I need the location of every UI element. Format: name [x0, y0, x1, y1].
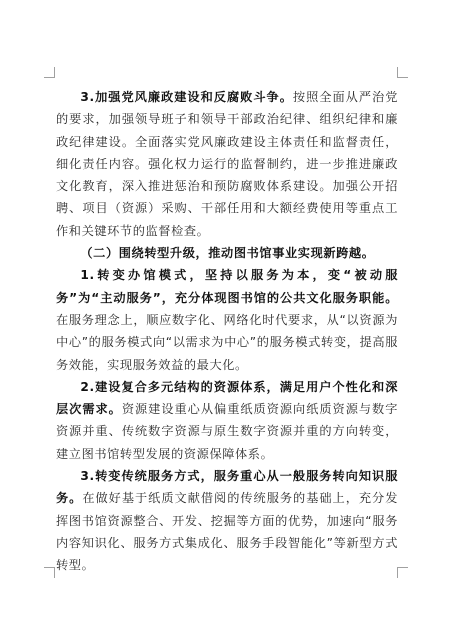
paragraph-heading: 1.转变办馆模式，坚持以服务为本，变“被动服务”为“主动服务”，充分体现图书馆的公共文化服务职能。 — [56, 268, 398, 305]
paragraph-text: 在服务理念上，顺应数字化、网络化时代要求，从“以资源为中心”的服务模式向“以需求为中心”的服务模式转变，提高服务效能，实现服务效益的最大化。 — [56, 312, 398, 372]
crop-mark-bottom-left — [44, 567, 55, 578]
paragraph-knowledge-service — [56, 465, 398, 576]
paragraph-heading: 3.转变传统服务方式，服务重心从一般服务转向知识服务。 — [56, 469, 398, 506]
section-heading-text: （二）围绕转型升级，推动图书馆事业实现新跨越。 — [80, 246, 375, 261]
crop-mark-top-left — [44, 67, 55, 78]
crop-mark-bottom-right — [397, 567, 408, 578]
paragraph-resource-system — [56, 376, 398, 465]
paragraph-heading: 3.加强党风廉政建设和反腐败斗争。 — [80, 90, 293, 104]
paragraph-heading: 2.建设复合多元结构的资源体系，满足用户个性化和深层次需求。 — [56, 379, 398, 417]
paragraph-text: 在做好基于纸质文献借阅的传统服务的基础上，充分发挥图书馆资源整合、开发、挖掘等方面的优势，加速向“服务内容知识化、服务方式集成化、服务手段智能化”等新型方式转型。 — [56, 491, 398, 573]
document-body — [56, 86, 398, 577]
paragraph-party-conduct — [56, 86, 398, 242]
section-heading-transformation — [56, 242, 398, 264]
paragraph-text: 按照全面从严治党的要求，加强领导班子和领导干部政治纪律、组织纪律和廉政纪律建设。全面落实党风廉政建设主体责任和监督责任，细化责任内容。强化权力运行的监督制约，进一步推进廉政文化教育，深入推进惩治和预防腐败体系建设。加强公开招聘、项目（资源）采购、干部任用和大额经费使用等重点工作和关键环节的监督检查。 — [56, 90, 398, 238]
paragraph-service-mode — [56, 264, 398, 375]
paragraph-text: 资源建设重心从偏重纸质资源向纸质资源与数字资源并重、传统数字资源与原生数字资源并重的方向转变，建立图书馆转型发展的资源保障体系。 — [56, 402, 398, 461]
crop-mark-top-right — [397, 67, 408, 78]
